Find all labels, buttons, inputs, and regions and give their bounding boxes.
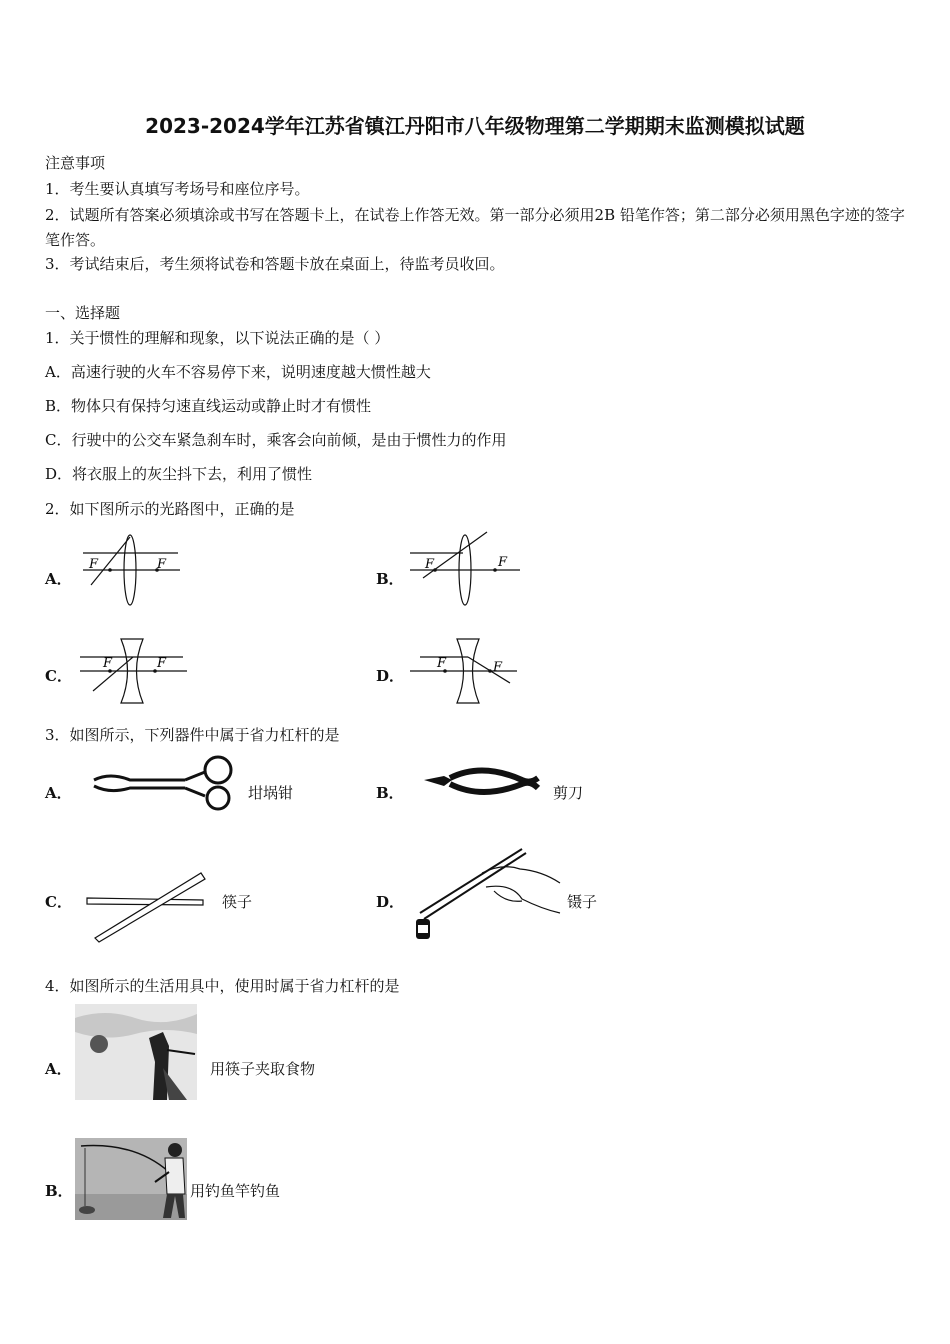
- chopsticks-photo-icon: [75, 1004, 197, 1100]
- q2-d-focus-left: F: [437, 656, 447, 671]
- q3-label-b: B．: [376, 784, 404, 802]
- notice-item-3: 3．考试结束后，考生须将试卷和答题卡放在桌面上，待监考员收回。: [45, 255, 505, 273]
- q2-c-focus-left: F: [103, 656, 113, 671]
- tweezers-icon: [402, 843, 567, 943]
- q3-name-d: 镊子: [567, 893, 598, 911]
- q3-name-a: 坩埚钳: [248, 784, 294, 802]
- q2-stem: 2．如下图所示的光路图中，正确的是: [45, 500, 295, 518]
- q1-option-d: D．将衣服上的灰尘抖下去，利用了惯性: [45, 465, 313, 483]
- page-title: 2023-2024学年江苏省镇江丹阳市八年级物理第二学期期末监测模拟试题: [145, 114, 805, 138]
- q2-a-focus-left: F: [89, 557, 99, 572]
- section-heading: 一、选择题: [45, 304, 121, 322]
- notice-item-1: 1．考生要认真填写考场号和座位序号。: [45, 180, 310, 198]
- q3-label-a: A．: [45, 784, 72, 802]
- q1-option-a: A．高速行驶的火车不容易停下来，说明速度越大惯性越大: [45, 363, 431, 381]
- q2-b-focus-right: F: [498, 555, 508, 570]
- q2-c-focus-right: F: [157, 656, 167, 671]
- q4-stem: 4．如图所示的生活用具中，使用时属于省力杠杆的是: [45, 977, 400, 995]
- q2-diagram-b: [405, 530, 525, 608]
- q2-label-a: A．: [45, 570, 72, 588]
- q3-name-c: 筷子: [222, 893, 253, 911]
- chopsticks-icon: [85, 870, 210, 945]
- q3-stem: 3．如图所示，下列器件中属于省力杠杆的是: [45, 726, 340, 744]
- q2-diagram-a: [75, 533, 185, 608]
- q2-a-focus-right: F: [157, 557, 167, 572]
- q4-label-b: B．: [45, 1182, 73, 1200]
- q4-label-a: A．: [45, 1060, 72, 1078]
- fishing-rod-photo-icon: [75, 1138, 187, 1220]
- pliers-icon: [422, 766, 547, 802]
- q2-label-c: C．: [45, 667, 72, 685]
- q2-diagram-d: [405, 635, 520, 707]
- q4-name-b: 用钓鱼竿钓鱼: [190, 1182, 281, 1200]
- q2-d-focus-right: F: [493, 660, 503, 675]
- q2-diagram-c: [75, 635, 190, 707]
- q2-label-b: B．: [376, 570, 404, 588]
- notice-heading: 注意事项: [45, 154, 106, 172]
- q1-option-b: B．物体只有保持匀速直线运动或静止时才有惯性: [45, 397, 372, 415]
- notice-item-2: 2．试题所有答案必须填涂或书写在答题卡上，在试卷上作答无效。第一部分必须用2B 铅笔作答；第二部分必须用黑色字迹的签字笔作答。: [45, 206, 905, 249]
- q3-label-d: D．: [376, 893, 405, 911]
- q3-name-b: 剪刀: [553, 784, 584, 802]
- q3-label-c: C．: [45, 893, 72, 911]
- q1-option-c: C．行驶中的公交车紧急刹车时，乘客会向前倾，是由于惯性力的作用: [45, 431, 507, 449]
- q4-name-a: 用筷子夹取食物: [210, 1060, 316, 1078]
- q2-label-d: D．: [376, 667, 405, 685]
- q2-b-focus-left: F: [425, 557, 435, 572]
- q1-stem: 1．关于惯性的理解和现象，以下说法正确的是（ ）: [45, 329, 390, 347]
- crucible-tongs-icon: [90, 758, 240, 810]
